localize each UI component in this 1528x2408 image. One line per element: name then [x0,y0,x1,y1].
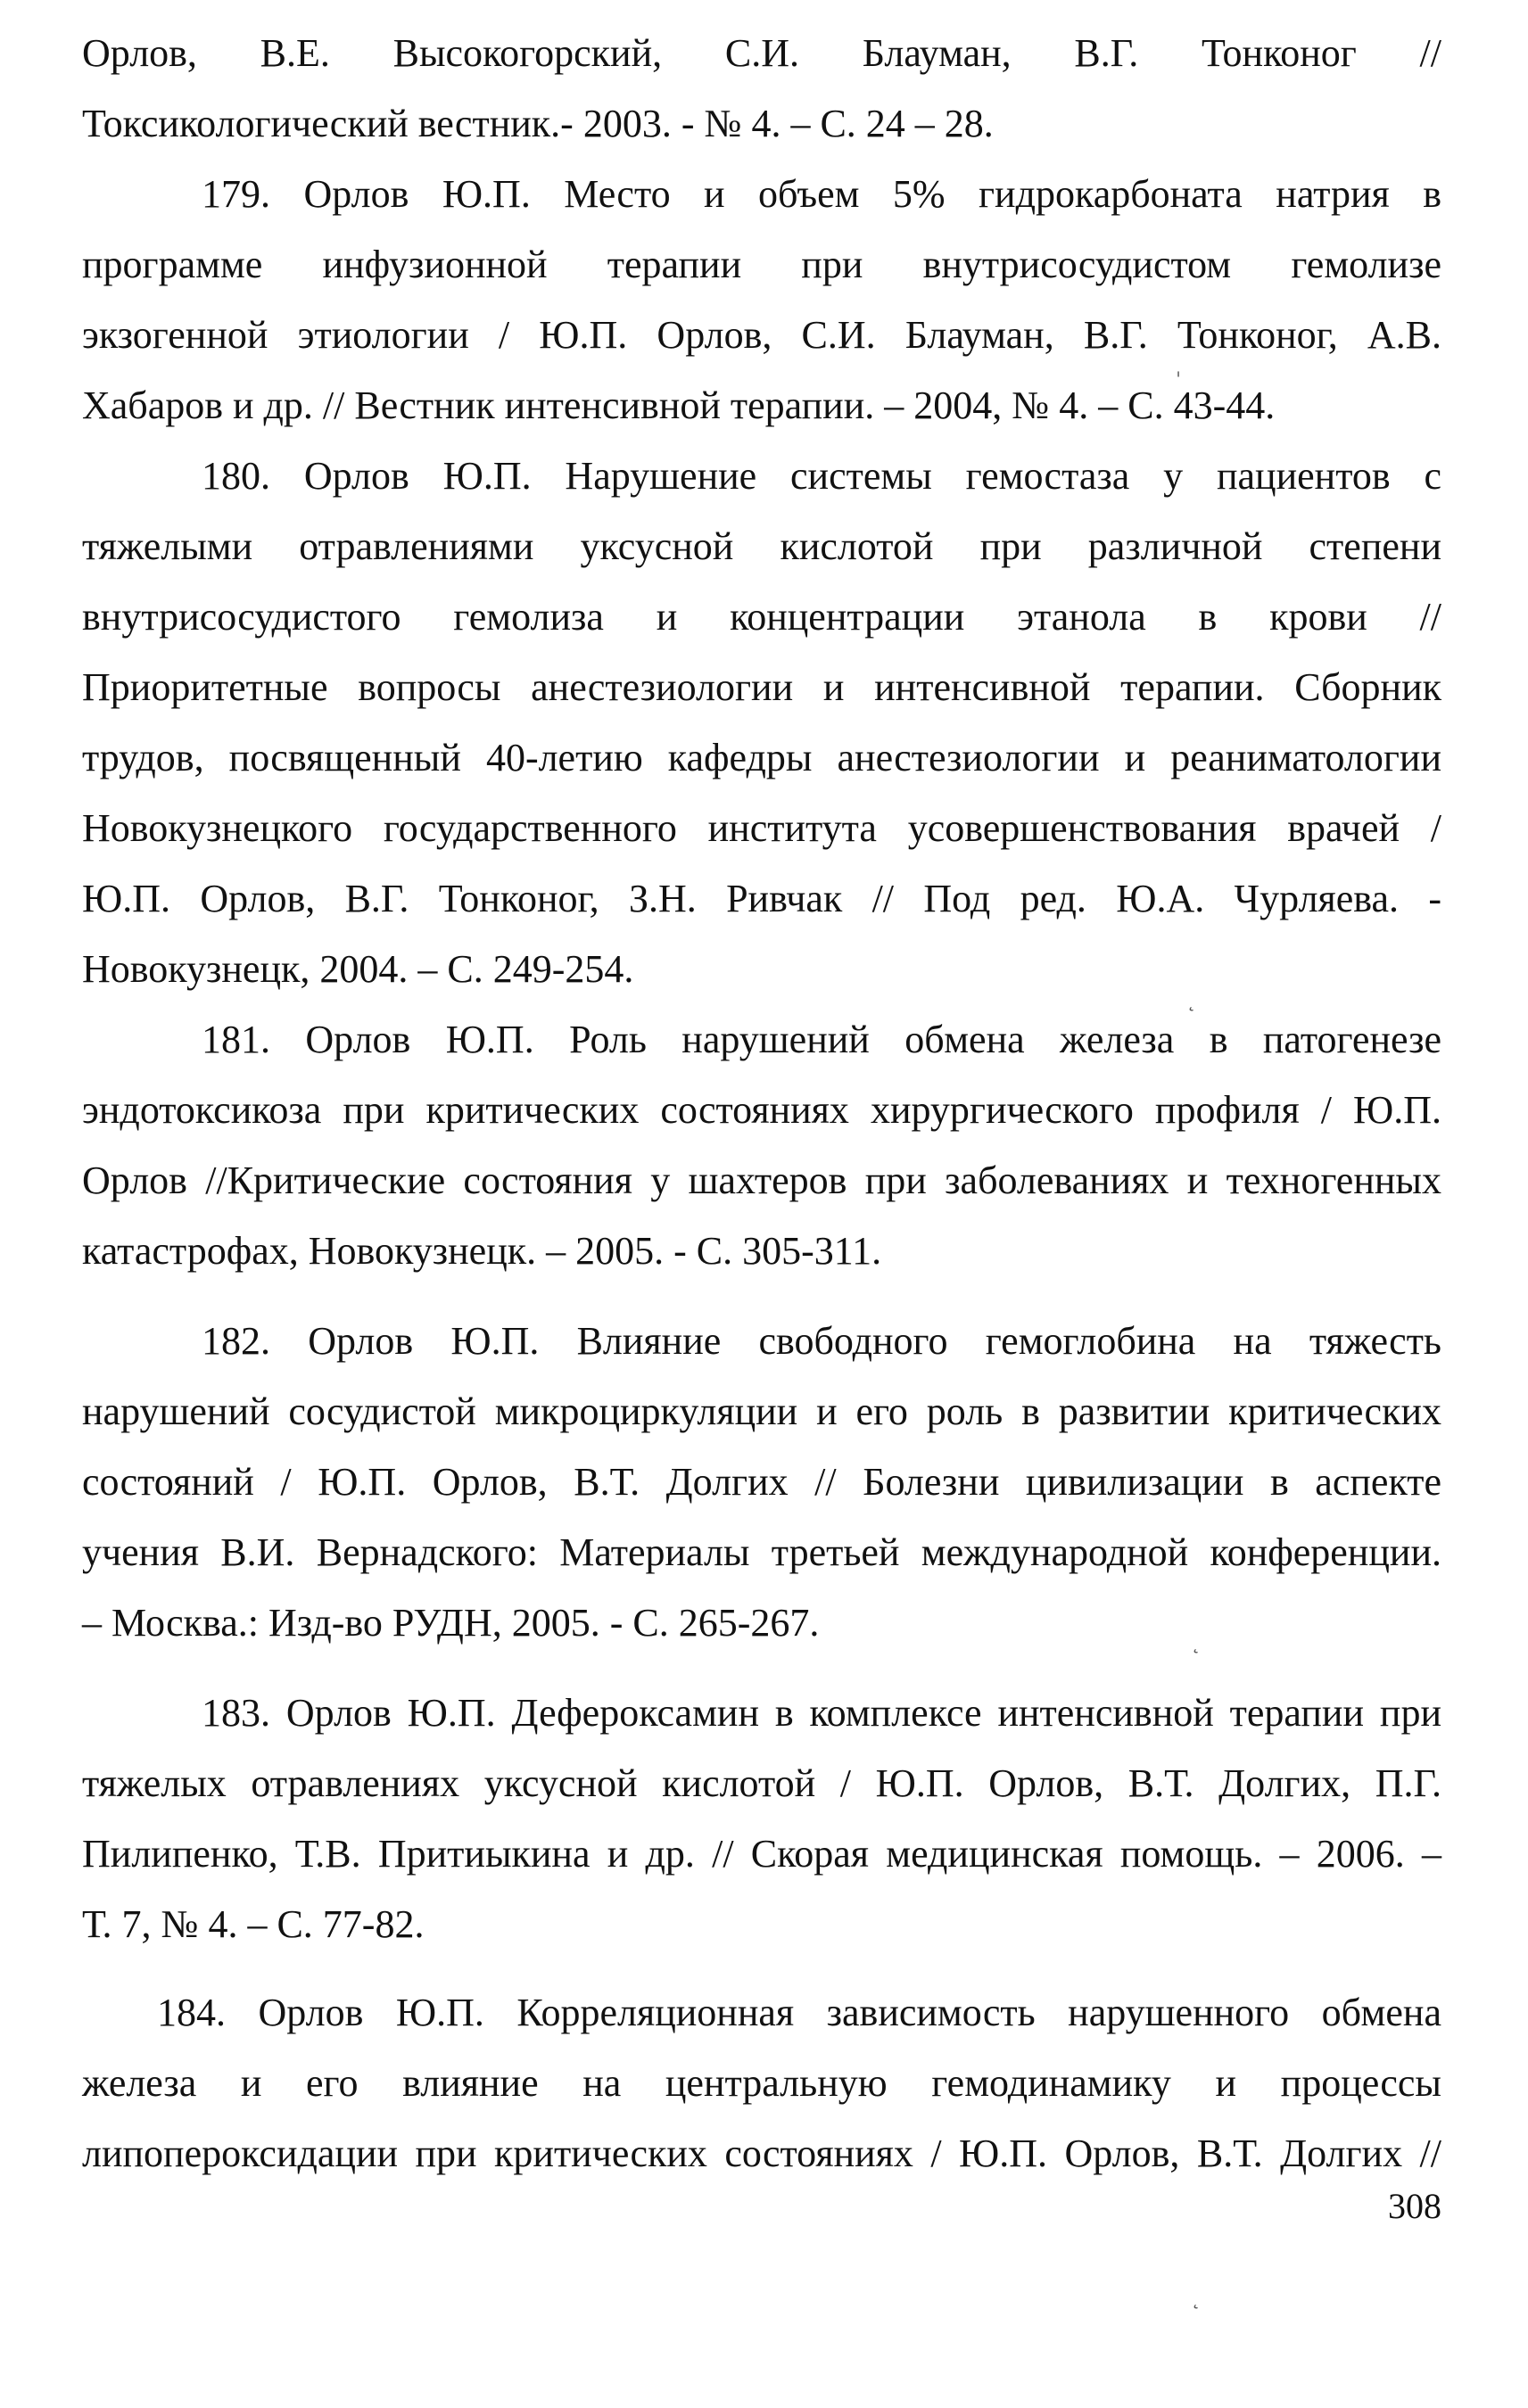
text-line: внутрисосудистого гемолиза и концентрации этанола в крови // [82,595,1441,639]
text-line-content: 183. Орлов Ю.П. Дефероксамин в комплексе интенсивной терапии при [202,1691,1441,1735]
page-number: 308 [1388,2186,1441,2226]
text-line: экзогенной этиологии / Ю.П. Орлов, С.И. Блауман, В.Г. Тонконог, А.В. [82,313,1441,357]
reference-180 [82,441,1441,1004]
text-line-content: 182. Орлов Ю.П. Влияние свободного гемоглобина на тяжесть [202,1319,1441,1363]
text-line: Орлов //Критические состояния у шахтеров при заболеваниях и техногенных [82,1159,1441,1202]
text-line-content: 180. Орлов Ю.П. Нарушение системы гемостаза у пациентов с [202,454,1441,498]
text-line: состояний / Ю.П. Орлов, В.Т. Долгих // Болезни цивилизации в аспекте [82,1460,1441,1504]
text-line: Т. 7, № 4. – С. 77-82. [82,1902,425,1946]
text-line: Токсикологический вестник.- 2003. - № 4. – С. 24 – 28. [82,102,994,145]
text-line: – Москва.: Изд-во РУДН, 2005. - С. 265-267. [82,1601,820,1645]
text-line [82,441,1441,511]
reference-182 [82,1306,1441,1658]
reference-continuation [82,18,1441,159]
text-line: нарушений сосудистой микроциркуляции и его роль в развитии критических [82,1390,1441,1433]
text-line: Приоритетные вопросы анестезиологии и интенсивной терапии. Сборник [82,665,1441,709]
scan-speck: ˛ [1186,990,1196,1012]
text-line [82,1977,1441,2048]
text-line [82,1004,1441,1075]
text-line: Хабаров и др. // Вестник интенсивной терапии. – 2004, № 4. – С. 43-44. [82,383,1276,427]
text-line: программе инфузионной терапии при внутрисосудистом гемолизе [82,243,1441,286]
text-line [82,1306,1441,1376]
text-line: тяжелых отравлениях уксусной кислотой / Ю.П. Орлов, В.Т. Долгих, П.Г. [82,1761,1441,1805]
scan-speck: ˛ [1191,2288,1201,2310]
text-line: тяжелыми отравлениями уксусной кислотой при различной степени [82,524,1441,568]
reference-179 [82,159,1441,441]
reference-184 [82,1977,1441,2189]
text-line [82,159,1441,229]
scan-speck: ˌ [1176,357,1182,379]
text-line-content: 184. Орлов Ю.П. Корреляционная зависимость нарушенного обмена [157,1991,1441,2034]
text-line: железа и его влияние на центральную гемодинамику и процессы [82,2061,1441,2105]
text-line: Ю.П. Орлов, В.Г. Тонконог, З.Н. Ривчак // Под ред. Ю.А. Чурляева. - [82,877,1441,920]
text-line [82,1678,1441,1748]
text-line: Новокузнецк, 2004. – С. 249-254. [82,947,634,991]
text-line: Орлов, В.Е. Высокогорский, С.И. Блауман, В.Г. Тонконог // [82,31,1441,75]
text-line: учения В.И. Вернадского: Материалы третьей международной конференции. [82,1530,1441,1574]
document-page [82,18,1441,2189]
text-line: Новокузнецкого государственного института усовершенствования врачей / [82,806,1441,850]
reference-183 [82,1678,1441,1959]
text-line: Пилипенко, Т.В. Притиыкина и др. // Скорая медицинская помощь. – 2006. – [82,1832,1441,1876]
text-line-content: 181. Орлов Ю.П. Роль нарушений обмена железа в патогенезе [202,1018,1441,1061]
scan-speck: ˛ [1191,1632,1201,1654]
text-line: катастрофах, Новокузнецк. – 2005. - С. 305-311. [82,1229,882,1273]
text-line: липопероксидации при критических состояниях / Ю.П. Орлов, В.Т. Долгих // [82,2132,1441,2175]
text-line: трудов, посвященный 40-летию кафедры анестезиологии и реаниматологии [82,736,1441,779]
text-line-content: 179. Орлов Ю.П. Место и объем 5% гидрокарбоната натрия в [202,172,1441,216]
text-line: эндотоксикоза при критических состояниях хирургического профиля / Ю.П. [82,1088,1441,1132]
reference-181 [82,1004,1441,1286]
